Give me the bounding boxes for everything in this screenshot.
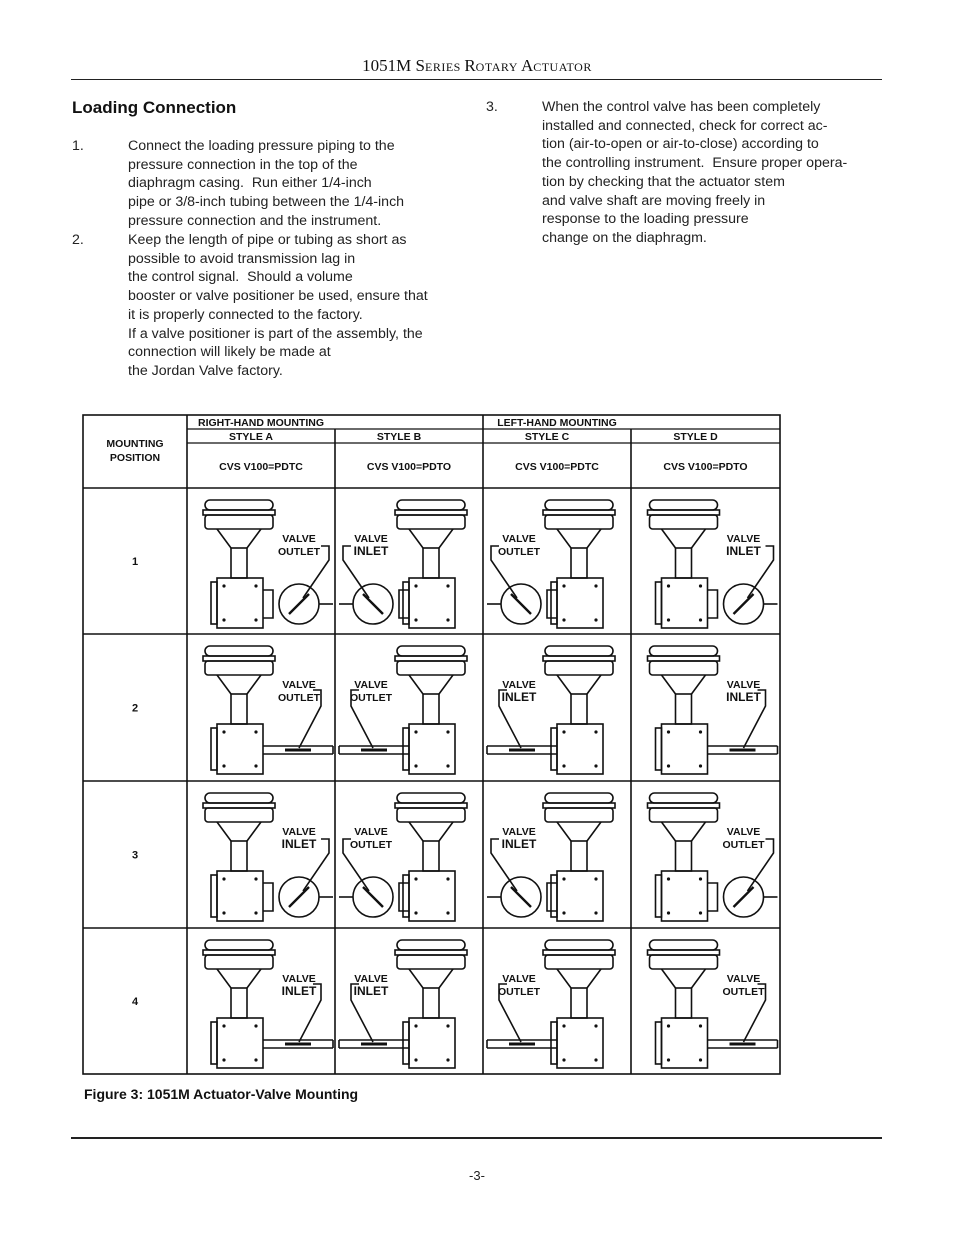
bolt [667, 730, 670, 733]
mounting-cell [203, 500, 333, 628]
valve-word-label: VALVE [726, 973, 761, 985]
actuator-side-plate [656, 1022, 662, 1064]
valve-port-label: INLET [353, 984, 389, 998]
diaphragm-bottom [205, 808, 273, 822]
diaphragm-bottom [205, 515, 273, 529]
style-label: STYLE C [524, 431, 570, 443]
header-word-cap: R [464, 56, 476, 75]
mounting-cell [648, 646, 778, 774]
valve-port-label: INLET [501, 837, 537, 851]
bolt [414, 764, 417, 767]
bolt [594, 618, 597, 621]
mounting-cell [339, 940, 467, 1068]
header-word-cap: S [415, 56, 425, 75]
page-number: -3- [469, 1168, 485, 1183]
bolt [446, 730, 449, 733]
bolt [414, 1024, 417, 1027]
bolt [667, 764, 670, 767]
bolt [446, 618, 449, 621]
mounting-cell [339, 793, 467, 921]
header-rule [71, 79, 882, 80]
valve-port-label: OUTLET [722, 839, 765, 851]
bolt [562, 1024, 565, 1027]
yoke [409, 969, 453, 988]
valve-port-label: OUTLET [278, 546, 320, 558]
valve-word-label: VALVE [354, 973, 388, 985]
diaphragm-bottom [397, 808, 465, 822]
diaphragm-top [650, 500, 718, 510]
mounting-cell [648, 940, 778, 1068]
valve-flange [547, 590, 557, 618]
valve-disc [511, 594, 531, 614]
actuator-side-plate [656, 582, 662, 624]
bolt [562, 730, 565, 733]
yoke [409, 822, 453, 841]
bolt [446, 911, 449, 914]
yoke [662, 969, 706, 988]
stem-housing [571, 548, 587, 578]
valve-disc [363, 887, 383, 907]
bolt [699, 584, 702, 587]
bolt [562, 1058, 565, 1061]
stem-housing [423, 694, 439, 724]
bolt [594, 877, 597, 880]
diaphragm-bottom [205, 661, 273, 675]
diaphragm-bottom [545, 955, 613, 969]
valve-word-label: VALVE [282, 679, 316, 691]
mounting-cell [487, 940, 615, 1068]
position-number: 3 [131, 849, 139, 862]
header-word-rest: OTARY [475, 60, 521, 74]
actuator-side-plate [551, 728, 557, 770]
diaphragm-top [650, 940, 718, 950]
diaphragm-bottom [205, 955, 273, 969]
mounting-cell [203, 793, 333, 921]
valve-word-label: VALVE [502, 826, 536, 838]
header-word-rest: ERIES [424, 60, 465, 74]
mounting-cell [203, 940, 333, 1068]
bolt [699, 911, 702, 914]
valve-word-label: VALVE [726, 533, 761, 545]
actuator-side-plate [403, 1022, 409, 1064]
bolt [699, 877, 702, 880]
header-title-prefix: 1051M [362, 56, 416, 75]
bolt [254, 584, 257, 587]
bolt [222, 911, 225, 914]
valve-word-label: VALVE [726, 826, 761, 838]
bolt [562, 764, 565, 767]
diaphragm-top [205, 500, 273, 510]
valve-port-label: INLET [501, 690, 537, 704]
stem-housing [571, 988, 587, 1018]
valve-word-label: VALVE [282, 826, 316, 838]
step-2-text: Keep the length of pipe or tubing as short as possible to avoid transmission lag in the control signal. Should a volume booster or valve positioner be used, ensure that it is properly connected to the factory. If a valve positioner is part of the assembly, the connection will likely be made at the Jordan Valve factory. [128, 232, 428, 379]
step-3-text: When the control valve has been completely installed and connected, check for correct ac- tion (air-to-open or air-to-close) according to the controlling instrument. Ensure proper opera- tion by checking that the actuator stem and valve shaft are moving freely in response to the loading pressure change on the diaphragm. [542, 99, 848, 246]
stem-housing [571, 841, 587, 871]
diaphragm-bottom [545, 808, 613, 822]
valve-disc [289, 594, 309, 614]
position-number: 4 [131, 996, 139, 1008]
valve-word-label: VALVE [354, 533, 388, 545]
valve-flange [708, 590, 718, 618]
stem-housing [423, 988, 439, 1018]
footer-rule [71, 1137, 882, 1139]
stem-housing [231, 988, 247, 1018]
valve-disc [363, 594, 383, 614]
header-word-rest: CTUATOR [533, 60, 592, 74]
bolt [446, 764, 449, 767]
valve-word-label: VALVE [502, 973, 536, 985]
figure-mounting-table [82, 414, 782, 1076]
bolt [254, 764, 257, 767]
bolt [222, 877, 225, 880]
valve-flange [708, 883, 718, 911]
stem-housing [423, 841, 439, 871]
valve-flange [547, 883, 557, 911]
valve-port-label: OUTLET [350, 839, 392, 851]
bolt [562, 911, 565, 914]
diaphragm-top [397, 793, 465, 803]
valve-flange [263, 883, 273, 911]
yoke [662, 529, 706, 548]
valve-port-label: OUTLET [498, 546, 540, 558]
position-header-line-1: MOUNTING [106, 438, 164, 450]
actuator-side-plate [211, 728, 217, 770]
valve-word-label: VALVE [726, 679, 761, 691]
diaphragm-bottom [545, 661, 613, 675]
bolt [667, 1024, 670, 1027]
valve-word-label: VALVE [502, 679, 536, 691]
mounting-cell [487, 793, 615, 921]
actuator-side-plate [551, 1022, 557, 1064]
diaphragm-top [545, 500, 613, 510]
diaphragm-top [397, 940, 465, 950]
yoke [557, 822, 601, 841]
bolt [594, 1058, 597, 1061]
actuator-side-plate [211, 1022, 217, 1064]
spec-label: CVS V100=PDTO [663, 461, 748, 473]
bolt [222, 584, 225, 587]
actuator-side-plate [403, 728, 409, 770]
stem-housing [676, 988, 692, 1018]
style-label: STYLE A [229, 431, 273, 443]
bolt [254, 1058, 257, 1061]
valve-port-label: OUTLET [350, 692, 392, 704]
stem-housing [231, 841, 247, 871]
spec-label: CVS V100=PDTO [366, 461, 452, 473]
mounting-cell [487, 500, 615, 628]
section-heading: Loading Connection [72, 98, 237, 117]
bolt [594, 584, 597, 587]
stem-housing [231, 694, 247, 724]
yoke [217, 529, 261, 548]
stem-housing [676, 841, 692, 871]
step-3-number: 3. [486, 99, 498, 115]
mounting-cell [339, 500, 467, 628]
diaphragm-top [205, 940, 273, 950]
stem-housing [423, 548, 439, 578]
mounting-cell [203, 646, 333, 774]
figure-caption: Figure 3: 1051M Actuator-Valve Mounting [84, 1086, 359, 1102]
valve-disc [511, 887, 531, 907]
bolt [254, 877, 257, 880]
actuator-side-plate [211, 875, 217, 917]
spec-label: CVS V100=PDTC [219, 461, 303, 473]
bolt [594, 1024, 597, 1027]
valve-word-label: VALVE [354, 826, 388, 838]
valve-flange [399, 590, 409, 618]
diaphragm-bottom [650, 955, 718, 969]
bolt [414, 877, 417, 880]
position-number: 1 [131, 556, 139, 568]
position-header-line-2: POSITION [109, 452, 161, 464]
valve-port-label: INLET [726, 690, 761, 704]
yoke [557, 529, 601, 548]
running-header-title [0, 56, 954, 76]
valve-port-label: INLET [726, 544, 761, 558]
diaphragm-top [545, 793, 613, 803]
bolt [562, 877, 565, 880]
valve-port-label: OUTLET [722, 986, 765, 998]
bolt [222, 1024, 225, 1027]
diaphragm-bottom [397, 661, 465, 675]
mounting-cell [648, 793, 778, 921]
step-1-text: Connect the loading pressure piping to the pressure connection in the top of the diaphragm casing. Run either 1/4-inch pipe or 3/8-inch tubing between the 1/4-inch pressure connection and the instrument. [128, 138, 405, 229]
group-left-hand: LEFT-HAND MOUNTING [497, 417, 617, 429]
bolt [254, 911, 257, 914]
bolt [254, 1024, 257, 1027]
mounting-diagram-svg [82, 414, 782, 1076]
valve-flange [263, 590, 273, 618]
diaphragm-top [205, 646, 273, 656]
diaphragm-bottom [397, 955, 465, 969]
valve-disc [734, 887, 754, 907]
mounting-cell [339, 646, 467, 774]
valve-word-label: VALVE [502, 533, 536, 545]
bolt [562, 618, 565, 621]
actuator-side-plate [211, 582, 217, 624]
bolt [699, 764, 702, 767]
bolt [699, 618, 702, 621]
yoke [409, 675, 453, 694]
yoke [409, 529, 453, 548]
stem-housing [231, 548, 247, 578]
bolt [222, 764, 225, 767]
bolt [222, 618, 225, 621]
diaphragm-top [650, 793, 718, 803]
bolt [667, 877, 670, 880]
diaphragm-bottom [650, 808, 718, 822]
valve-disc [289, 887, 309, 907]
stem-housing [676, 694, 692, 724]
stem-housing [676, 548, 692, 578]
header-word-cap: A [520, 56, 534, 75]
diaphragm-bottom [650, 661, 718, 675]
yoke [557, 675, 601, 694]
mounting-cell [487, 646, 615, 774]
diaphragm-bottom [545, 515, 613, 529]
valve-word-label: VALVE [282, 973, 316, 985]
valve-port-label: INLET [353, 544, 389, 558]
valve-port-label: OUTLET [278, 692, 320, 704]
bolt [446, 877, 449, 880]
diaphragm-bottom [397, 515, 465, 529]
bolt [699, 1058, 702, 1061]
bolt [594, 730, 597, 733]
bolt [254, 618, 257, 621]
bolt [667, 911, 670, 914]
actuator-side-plate [656, 875, 662, 917]
bolt [667, 618, 670, 621]
valve-port-label: OUTLET [498, 986, 540, 998]
bolt [594, 764, 597, 767]
spec-label: CVS V100=PDTC [515, 461, 599, 473]
bolt [222, 1058, 225, 1061]
bolt [446, 584, 449, 587]
yoke [217, 822, 261, 841]
diaphragm-top [650, 646, 718, 656]
bolt [446, 1058, 449, 1061]
bolt [699, 1024, 702, 1027]
bolt [414, 730, 417, 733]
valve-flange [399, 883, 409, 911]
bolt [414, 584, 417, 587]
bolt [414, 911, 417, 914]
bolt [222, 730, 225, 733]
bolt [254, 730, 257, 733]
diaphragm-top [545, 940, 613, 950]
bolt [594, 911, 597, 914]
diaphragm-top [397, 500, 465, 510]
step-2-number: 2. [72, 232, 84, 248]
diaphragm-top [397, 646, 465, 656]
bolt [667, 1058, 670, 1061]
bolt [414, 1058, 417, 1061]
bolt [667, 584, 670, 587]
style-label: STYLE D [673, 431, 718, 443]
yoke [557, 969, 601, 988]
stem-housing [571, 694, 587, 724]
diaphragm-top [545, 646, 613, 656]
valve-disc [734, 594, 754, 614]
yoke [217, 675, 261, 694]
mounting-cell [648, 500, 778, 628]
bolt [414, 618, 417, 621]
step-1-number: 1. [72, 138, 84, 154]
group-right-hand: RIGHT-HAND MOUNTING [198, 417, 324, 429]
yoke [217, 969, 261, 988]
yoke [662, 822, 706, 841]
diaphragm-bottom [650, 515, 718, 529]
diaphragm-top [205, 793, 273, 803]
position-number: 2 [131, 702, 139, 715]
bolt [699, 730, 702, 733]
valve-word-label: VALVE [354, 679, 388, 691]
bolt [562, 584, 565, 587]
valve-port-label: INLET [281, 837, 317, 851]
style-label: STYLE B [376, 431, 422, 443]
yoke [662, 675, 706, 694]
valve-port-label: INLET [281, 984, 317, 998]
valve-word-label: VALVE [282, 533, 316, 545]
actuator-side-plate [656, 728, 662, 770]
bolt [446, 1024, 449, 1027]
